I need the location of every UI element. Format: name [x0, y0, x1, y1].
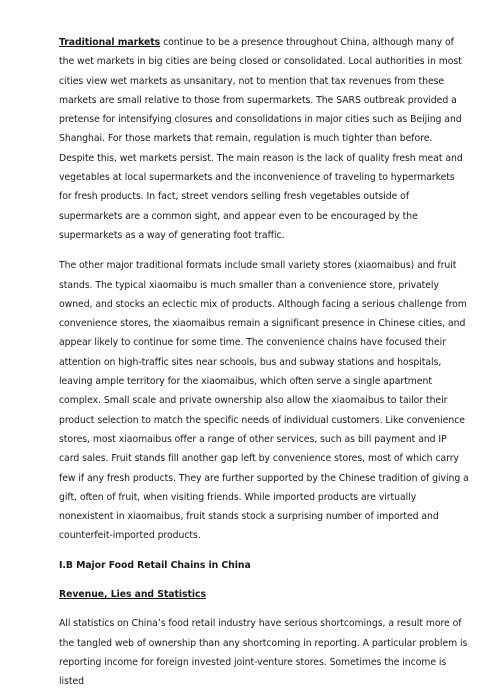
paragraph-other-formats: The other major traditional formats include small variety stores (xiaomaibus) and fruit stands. The typical xiaomaibu is much smaller than a convenience store, privately owned, and stocks an eclectic mix of products. Although facing a serious challenge from convenience stores, the xiaomaibus remain a significant presence in Chinese cities, and appear likely to continue for some time. The convenience chains have focused their attention on high-traffic sites near schools, bus and subway stations and hospitals, leaving ample territory for the xiaomaibus, which often serve a single apartment complex. Small scale and private ownership also allow the xiaomaibus to tailor their product selection to match the specific needs of individual customers. Like convenience stores, most xiaomaibus offer a range of other services, such as bill payment and IP card sales. Fruit stands fill another gap left by convenience stores, most of which carry few if any fresh products. They are further supported by the Chinese tradition of giving a gift, often of fruit, when visiting friends. While imported products are virtually nonexistent in xiaomaibus, fruit stands stock a surprising number of imported and counterfeit-imported products. [59, 260, 469, 542]
paragraph-traditional-markets [59, 33, 469, 245]
paragraph-statistics: All statistics on China’s food retail industry have serious shortcomings, a result more of the tangled web of ownership than any shortcoming in reporting. A particular problem is reporting income for foreign invested joint-venture stores. Sometimes the income is listed [59, 618, 468, 688]
paragraph-lead-term: Traditional markets [59, 37, 161, 48]
paragraph-text: continue to be a presence throughout China, although many of the wet markets in big cities are being closed or consolidated. Local authorities in most cities view wet markets as unsanitary, not to mention that tax revenues from these markets are small relative to those from supermarkets. The SARS outbreak provided a pretense for intensifying closures and consolidations in major cities such as Beijing and Shanghai. For those markets that remain, regulation is much tighter than before. Despite this, wet markets persist. The main reason is the lack of quality fresh meat and vegetables at local supermarkets and the inconvenience of traveling to hypermarkets for fresh products. In fact, street vendors selling fresh vegetables outside of supermarkets are a common sight, and appear even to be encouraged by the supermarkets as a way of generating foot traffic. [59, 37, 463, 241]
subsection-heading: Revenue, Lies and Statistics [59, 589, 206, 601]
document-page [59, 33, 469, 692]
section-heading: I.B Major Food Retail Chains in China [59, 559, 251, 571]
